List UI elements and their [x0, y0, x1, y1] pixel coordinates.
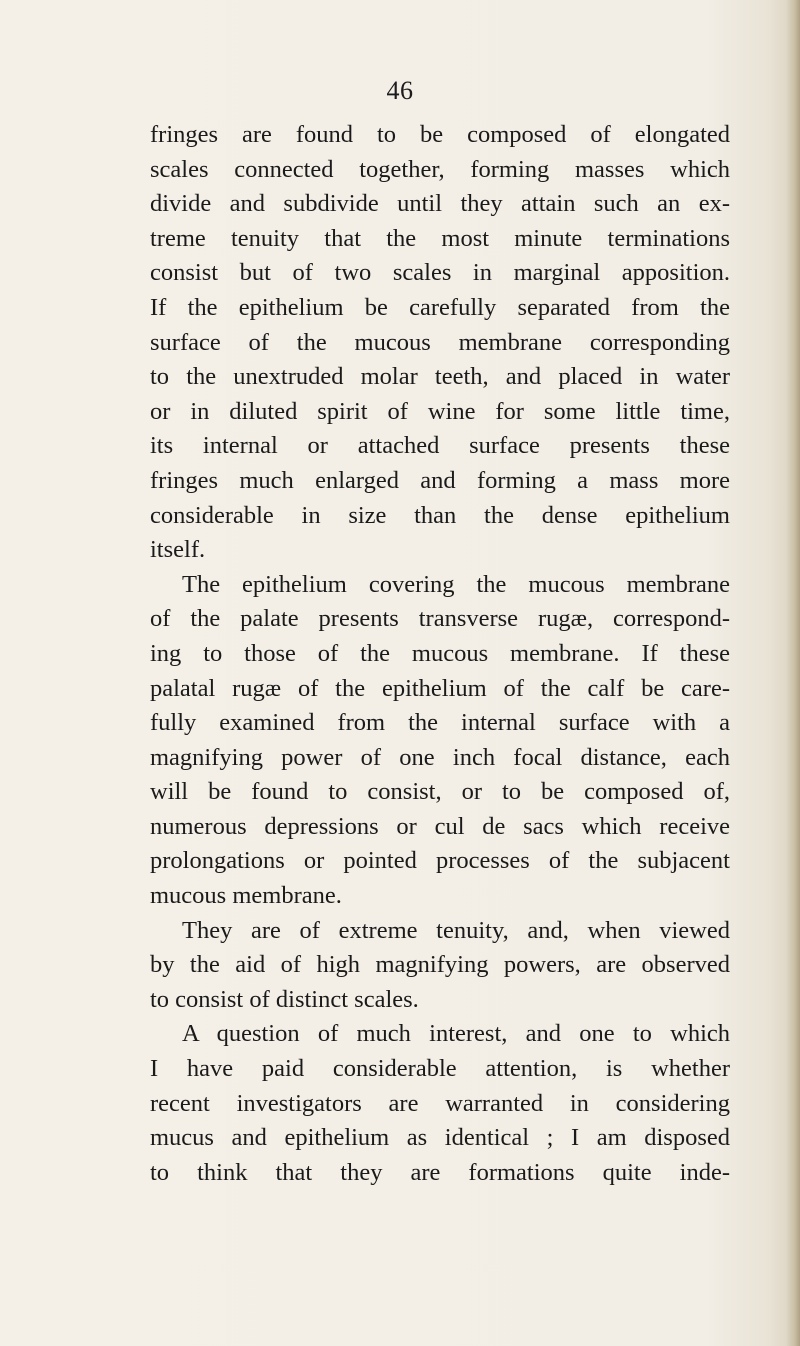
text-line: to consist of distinct scales. [150, 985, 419, 1013]
text-line: surface of the mucous membrane corresponding [150, 328, 730, 356]
text-line: prolongations or pointed processes of the subjacent [150, 847, 730, 875]
text-line: of the palate presents transverse rugæ, correspond- [150, 605, 730, 633]
text-line: mucous membrane. [150, 882, 342, 910]
text-line: will be found to consist, or to be composed of, [150, 778, 730, 806]
text-line: fringes are found to be composed of elongated [150, 121, 730, 148]
text-line: A question of much interest, and one to which [182, 1020, 730, 1048]
text-line: consist but of two scales in marginal apposition. [150, 259, 730, 287]
text-line: or in diluted spirit of wine for some little time, [150, 397, 730, 425]
text-line: They are of extreme tenuity, and, when viewed [182, 916, 730, 944]
body-text [150, 118, 730, 1190]
text-line: The epithelium covering the mucous membrane [182, 570, 730, 598]
text-line: numerous depressions or cul de sacs which receive [150, 812, 730, 840]
page-number: 46 [386, 76, 414, 105]
text-line: fringes much enlarged and forming a mass more [150, 466, 730, 494]
text-line: by the aid of high magnifying powers, are observed [150, 951, 730, 979]
text-line: divide and subdivide until they attain such an ex- [150, 190, 730, 218]
text-line: If the epithelium be carefully separated from the [150, 293, 730, 321]
text-line: considerable in size than the dense epithelium [150, 501, 730, 529]
text-line: mucus and epithelium as identical ; I am disposed [150, 1124, 730, 1152]
text-line: treme tenuity that the most minute terminations [150, 224, 730, 252]
text-line: to think that they are formations quite inde- [150, 1158, 730, 1186]
text-line: magnifying power of one inch focal distance, each [150, 743, 730, 771]
text-line: itself. [150, 536, 206, 564]
text-line: ing to those of the mucous membrane. If these [150, 639, 730, 667]
text-line: to the unextruded molar teeth, and placed in water [150, 363, 730, 391]
text-line: palatal rugæ of the epithelium of the calf be care- [150, 674, 730, 702]
text-line: fully examined from the internal surface with a [150, 709, 730, 737]
text-line: scales connected together, forming masses which [150, 155, 730, 183]
text-line: recent investigators are warranted in considering [150, 1089, 730, 1117]
text-line: its internal or attached surface presents these [150, 432, 730, 460]
text-line: I have paid considerable attention, is whether [150, 1055, 730, 1083]
page-edge-shadow [786, 0, 800, 1346]
